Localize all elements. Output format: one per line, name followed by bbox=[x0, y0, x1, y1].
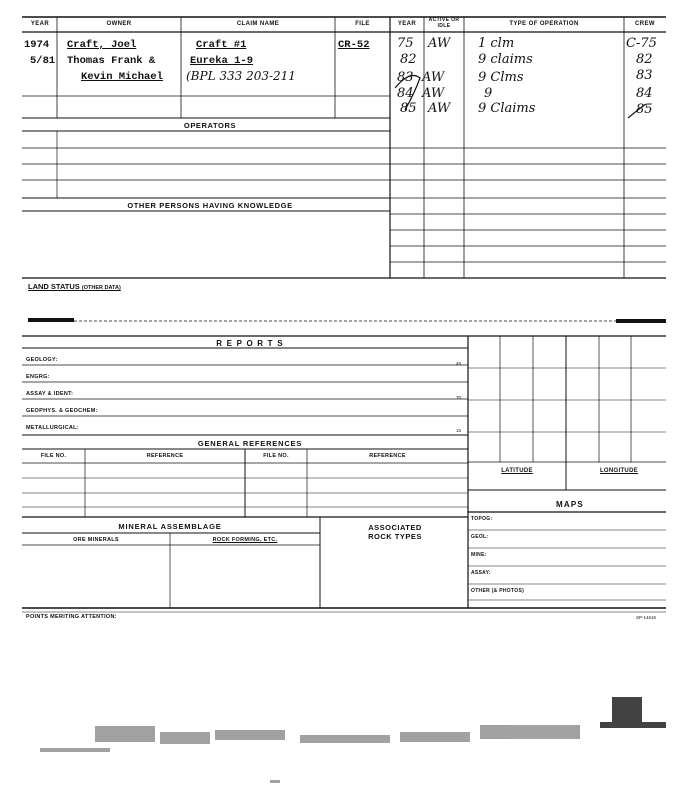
report-metallurgical-code: 15 bbox=[456, 428, 462, 433]
gen-ref-col-ref-1: REFERENCE bbox=[146, 453, 184, 459]
map-assay: ASSAY: bbox=[471, 570, 491, 576]
report-assay-code: 70 bbox=[456, 395, 462, 400]
gen-ref-col-ref-2: REFERENCE bbox=[369, 453, 406, 459]
land-status-heading bbox=[28, 282, 121, 291]
col-year: YEAR bbox=[30, 21, 50, 27]
owner-row-2-claim: Eureka 1-9 bbox=[190, 55, 254, 67]
activity-row-5-operation: 9 Claims bbox=[478, 101, 536, 116]
map-other: OTHER (& PHOTOS) bbox=[471, 588, 525, 594]
rock-types-label: ROCK TYPES bbox=[368, 532, 422, 541]
owner-row-1-year: 1974 bbox=[24, 39, 50, 51]
col-claim-name: CLAIM NAME bbox=[236, 21, 280, 27]
activity-row-1-crew: C-75 bbox=[626, 36, 657, 51]
col-type-of-operation: TYPE OF OPERATION bbox=[509, 21, 579, 27]
col-year-2: YEAR bbox=[397, 21, 417, 27]
land-status-label: LAND STATUS bbox=[28, 282, 80, 291]
activity-row-2-operation: 9 claims bbox=[478, 52, 533, 67]
activity-row-1-year: 75 bbox=[397, 36, 414, 51]
map-topog: TOPOG: bbox=[471, 516, 493, 522]
report-engrg: ENGRG: bbox=[26, 374, 50, 380]
activity-row-4-year: 84 bbox=[397, 86, 414, 101]
other-persons-heading: OTHER PERSONS HAVING KNOWLEDGE bbox=[127, 201, 293, 210]
col-file: FILE bbox=[355, 21, 370, 27]
gen-ref-col-file-2: FILE NO. bbox=[263, 453, 289, 459]
general-references-heading: GENERAL REFERENCES bbox=[197, 439, 303, 448]
col-owner: OWNER bbox=[106, 21, 132, 27]
activity-row-4-status: AW bbox=[422, 86, 445, 101]
col-crew: CREW bbox=[635, 21, 655, 27]
activity-row-3-status: AW bbox=[422, 70, 445, 85]
report-assay: ASSAY & IDENT: bbox=[26, 391, 74, 397]
report-geology: GEOLOGY: bbox=[26, 357, 58, 363]
report-geology-code: 49 bbox=[456, 361, 462, 366]
activity-row-2-year: 82 bbox=[400, 52, 417, 67]
gen-ref-col-file-1: FILE NO. bbox=[40, 453, 67, 459]
activity-row-4-crew: 84 bbox=[636, 86, 653, 101]
activity-row-5-status: AW bbox=[428, 101, 451, 116]
owner-row-2-owner: Thomas Frank & bbox=[67, 55, 156, 67]
ore-minerals-label: ORE MINERALS bbox=[73, 537, 119, 543]
associated-label: ASSOCIATED bbox=[368, 523, 422, 532]
latitude-label: LATITUDE bbox=[501, 468, 533, 474]
owner-row-1-file: CR-52 bbox=[338, 39, 370, 51]
rock-forming-label: ROCK FORMING, ETC. bbox=[212, 537, 278, 543]
activity-row-3-crew: 83 bbox=[636, 68, 653, 83]
points-meriting-attention-label: POINTS MERITING ATTENTION: bbox=[26, 614, 117, 620]
activity-row-4-operation: 9 bbox=[484, 86, 493, 101]
owner-row-3-claim: (BPL 333 203-211 bbox=[186, 69, 296, 83]
activity-row-1-status: AW bbox=[428, 36, 451, 51]
activity-row-1-operation: 1 clm bbox=[478, 36, 515, 51]
map-mine: MINE: bbox=[471, 552, 487, 558]
activity-row-3-operation: 9 Clms bbox=[478, 70, 524, 85]
activity-row-2-crew: 82 bbox=[636, 52, 653, 67]
activity-row-5-crew: 85 bbox=[636, 102, 653, 117]
longitude-label: LONGITUDE bbox=[599, 468, 639, 474]
reports-heading: R E P O R T S bbox=[216, 339, 284, 348]
owner-row-2-year: 5/81 bbox=[30, 55, 56, 67]
activity-row-5-year: 85 bbox=[400, 101, 417, 116]
report-geophys: GEOPHYS. & GEOCHEM: bbox=[26, 408, 98, 414]
map-geol: GEOL: bbox=[471, 534, 489, 540]
owner-row-1-claim: Craft #1 bbox=[196, 39, 247, 51]
land-status-sub: (OTHER DATA) bbox=[81, 285, 121, 291]
operators-heading: OPERATORS bbox=[183, 121, 237, 130]
mineral-assemblage-heading: MINERAL ASSEMBLAGE bbox=[118, 522, 222, 531]
col-active-idle: ACTIVE OR IDLE bbox=[428, 17, 460, 29]
owner-row-1-owner: Craft, Joel bbox=[67, 39, 137, 51]
form-code: SP-14615 bbox=[636, 615, 657, 620]
report-metallurgical: METALLURGICAL: bbox=[26, 425, 79, 431]
activity-row-3-year: 83 bbox=[397, 70, 414, 85]
maps-heading: MAPS bbox=[556, 500, 584, 509]
owner-row-3-owner: Kevin Michael bbox=[81, 71, 163, 83]
